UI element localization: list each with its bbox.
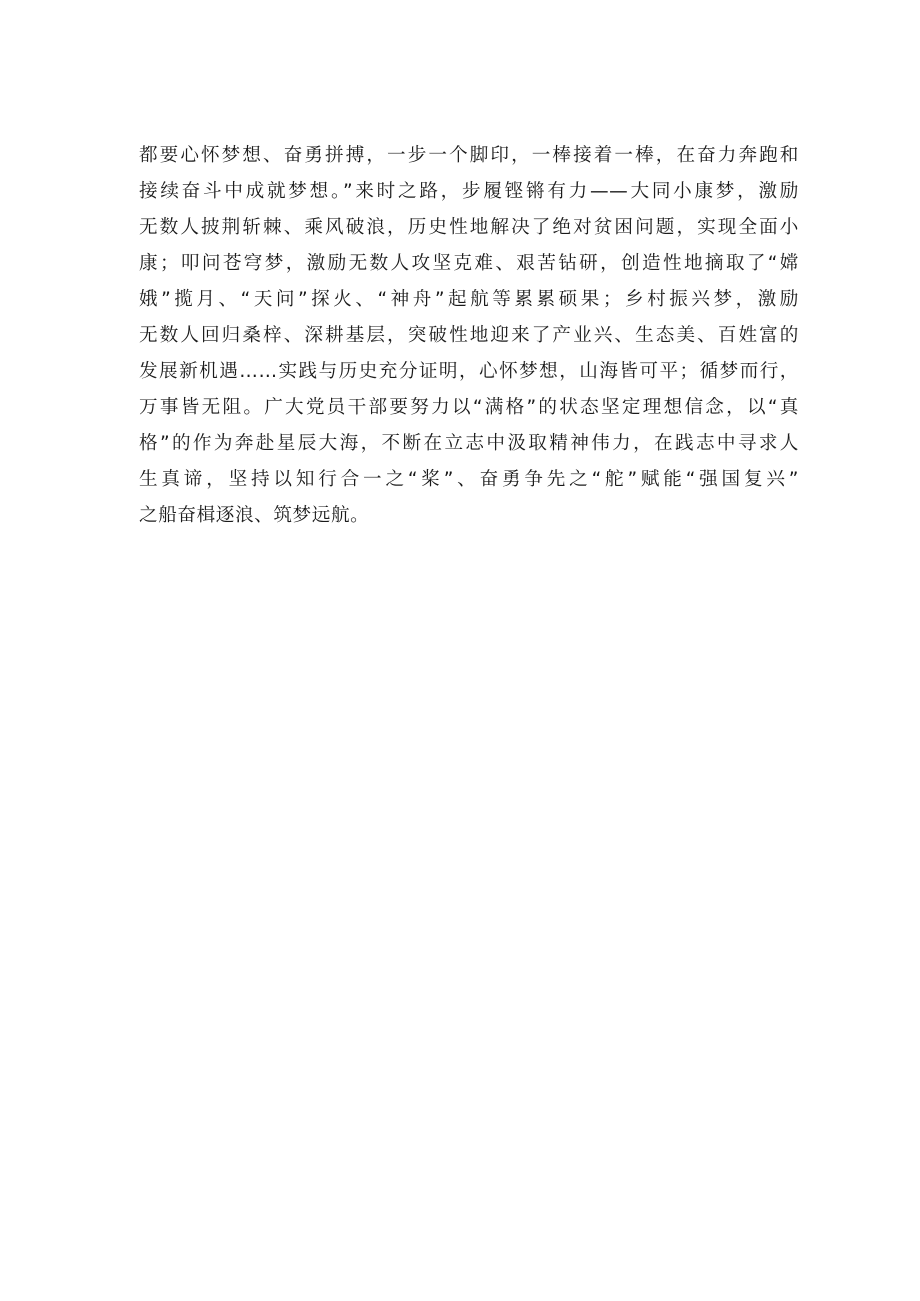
paragraph-line-9: 格”的作为奔赴星辰大海，不断在立志中汲取精神伟力，在践志中寻求人	[139, 433, 799, 454]
paragraph-line-10: 生真谛，坚持以知行合一之“桨”、奋勇争先之“舵”赋能“强国复兴”	[139, 469, 799, 490]
paragraph-line-7: 发展新机遇……实践与历史充分证明，心怀梦想，山海皆可平；循梦而行，	[139, 361, 799, 382]
paragraph-line-5: 娥”揽月、“天问”探火、“神舟”起航等累累硕果；乡村振兴梦，激励	[139, 289, 799, 310]
paragraph-line-1: 都要心怀梦想、奋勇拼搏，一步一个脚印，一棒接着一棒，在奋力奔跑和	[139, 145, 799, 166]
paragraph-line-8: 万事皆无阻。广大党员干部要努力以“满格”的状态坚定理想信念，以“真	[139, 397, 799, 418]
paragraph-line-6: 无数人回归桑梓、深耕基层，突破性地迎来了产业兴、生态美、百姓富的	[139, 325, 799, 346]
paragraph-line-11: 之船奋楫逐浪、筑梦远航。	[139, 505, 370, 526]
paragraph-line-3: 无数人披荆斩棘、乘风破浪，历史性地解决了绝对贫困问题，实现全面小	[139, 217, 799, 238]
body-paragraph	[139, 138, 799, 534]
paragraph-line-2: 接续奋斗中成就梦想。”来时之路，步履铿锵有力——大同小康梦，激励	[139, 181, 799, 202]
paragraph-line-4: 康；叩问苍穹梦，激励无数人攻坚克难、艰苦钻研，创造性地摘取了“嫦	[139, 253, 799, 274]
